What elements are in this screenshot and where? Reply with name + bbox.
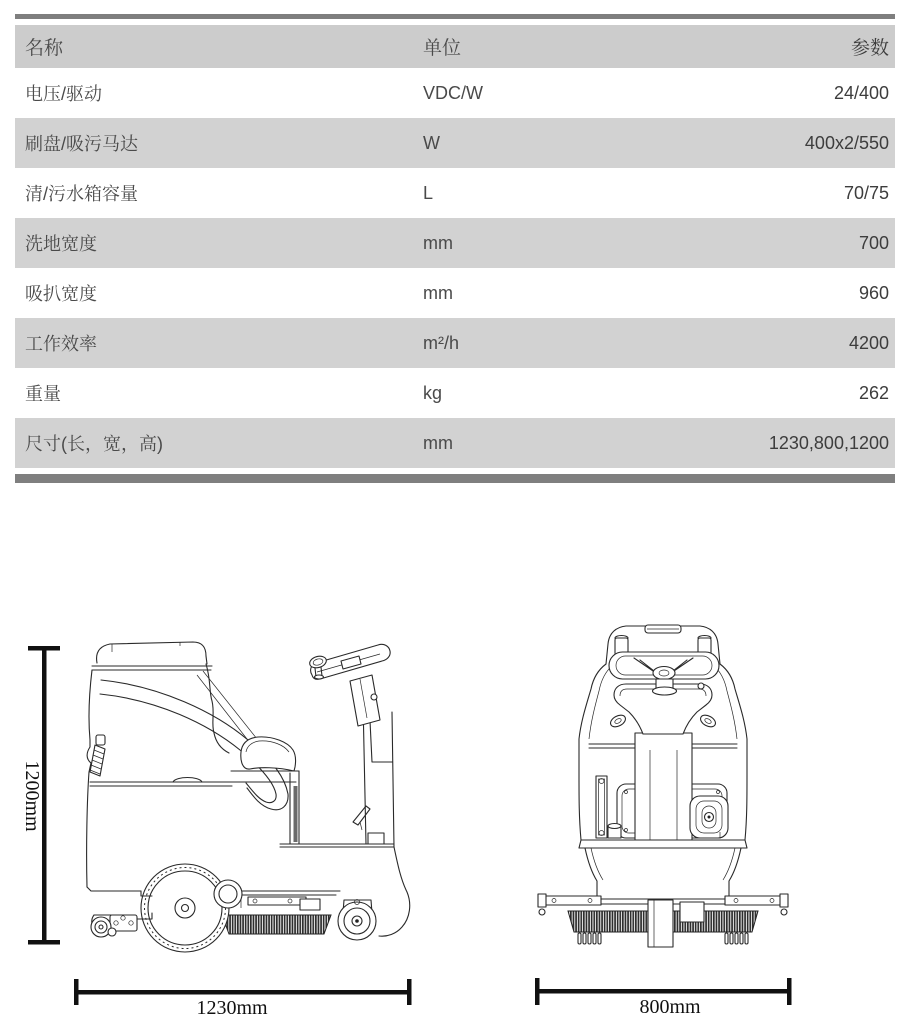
table-row (15, 68, 895, 118)
width-dimension-label: 800mm (639, 996, 701, 1018)
row-value: 1230,800,1200 (768, 432, 889, 453)
bottom-divider-bar (15, 474, 895, 483)
table-row (15, 118, 895, 168)
row-unit: mm (423, 282, 453, 303)
row-name: 洗地宽度 (25, 234, 97, 254)
length-dimension (74, 979, 412, 1019)
row-value: 700 (858, 232, 889, 253)
header-value: 参数 (850, 38, 889, 59)
width-dimension (535, 978, 792, 1018)
length-dimension-label: 1230mm (196, 997, 268, 1019)
row-value: 4200 (848, 332, 889, 353)
table-row (15, 418, 895, 468)
row-value: 400x2/550 (804, 132, 889, 153)
row-value: 960 (858, 282, 889, 303)
spec-table (15, 14, 895, 483)
row-name: 工作效率 (25, 334, 97, 354)
row-unit: kg (423, 382, 443, 403)
header-unit: 单位 (423, 38, 462, 59)
row-name: 电压/驱动 (25, 84, 103, 104)
row-unit: m²/h (423, 332, 459, 353)
row-unit: mm (423, 432, 453, 453)
row-unit: VDC/W (423, 82, 483, 103)
row-name: 尺寸(长，宽，高) (25, 434, 163, 454)
row-value: 262 (858, 382, 889, 403)
side-view-drawing (0, 600, 450, 1029)
table-header-row (15, 25, 895, 68)
height-dimension-label: 1200mm (21, 760, 43, 832)
top-divider-bar (15, 14, 895, 19)
row-value: 24/400 (833, 82, 889, 103)
table-row (15, 268, 895, 318)
table-row (15, 318, 895, 368)
height-dimension (21, 646, 60, 945)
row-unit: L (423, 182, 434, 203)
row-unit: mm (423, 232, 453, 253)
row-name: 重量 (25, 384, 61, 404)
machine-side-view (87, 642, 410, 952)
machine-front-view (538, 625, 788, 947)
row-name: 吸扒宽度 (25, 284, 97, 304)
row-name: 刷盘/吸污马达 (25, 134, 139, 154)
row-value: 70/75 (843, 182, 889, 203)
header-name: 名称 (25, 38, 64, 59)
table-row (15, 168, 895, 218)
row-name: 清/污水箱容量 (25, 184, 139, 204)
table-row (15, 218, 895, 268)
table-row (15, 368, 895, 418)
row-unit: W (423, 132, 440, 153)
front-view-drawing (450, 600, 909, 1029)
